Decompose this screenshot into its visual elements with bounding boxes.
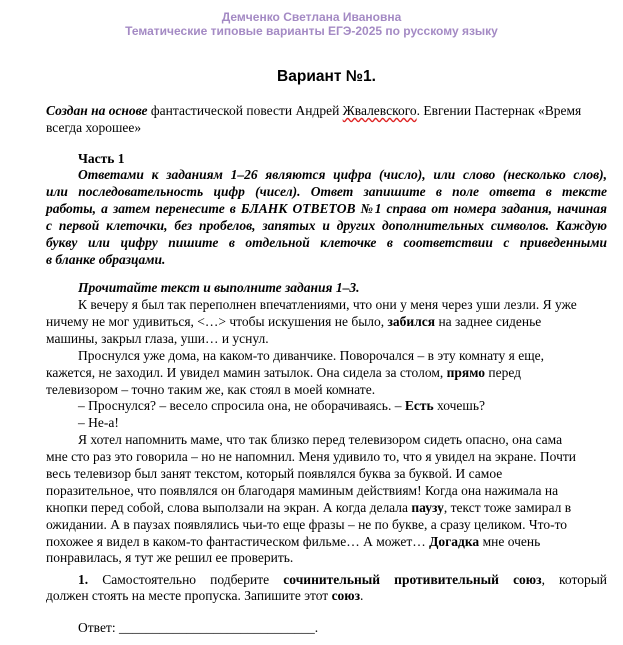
- text-line: телевизором – точно таким же, как стоял в моей комнате.: [46, 382, 376, 397]
- text-line: ожидании. А в паузах появлялись чьи-то еще фразы – не по букве, а сразу целиком. Что-то: [46, 517, 568, 532]
- text-line: поразительное, что появлялся он благодаря маминым действиям! Когда она нажимала на: [46, 483, 559, 498]
- answer-label: Ответ:: [78, 620, 116, 635]
- text-line: ничему не мог удивиться, <…> чтобы искушения не было, забился на заднее сиденье: [46, 314, 542, 329]
- instruction-line: в бланке образцами.: [46, 252, 166, 267]
- text-line: Я хотел напомнить маме, что так близко перед телевизором сидеть опасно, она сама: [78, 432, 563, 447]
- dialogue-line: – Не-а!: [78, 415, 119, 430]
- text-line: понравилась, я тут же решил ее проверить.: [46, 550, 294, 565]
- question-number: 1.: [78, 572, 89, 587]
- question-line: 1. Самостоятельно подберите сочинительный противительный союз, который: [78, 572, 608, 587]
- variant-title: Вариант №1.: [277, 68, 376, 85]
- question-line: должен стоять на месте пропуска. Запишите этот союз.: [46, 588, 364, 603]
- text-line: К вечеру я был так переполнен впечатлениями, что они у меня через уши лезли. Я уже: [78, 297, 577, 312]
- answer-row: Ответ: _____________________________.: [78, 620, 319, 635]
- instruction-line: или последовательность цифр (чисел). Ответ запишите в поле ответа в тексте: [46, 184, 607, 199]
- header-subtitle: Тематические типовые варианты ЕГЭ-2025 по русскому языку: [125, 24, 498, 38]
- instruction-line: работы, а затем перенесите в БЛАНК ОТВЕТОВ №1 справа от номера задания, начиная: [46, 201, 607, 216]
- text-line: похожее я видел в каком-то фантастическом фильме… А может… Догадка мне очень: [46, 534, 541, 549]
- header-author: Демченко Светлана Ивановна: [221, 10, 402, 24]
- text-line: машины, закрыл глаза, уши… и уснул.: [46, 331, 269, 346]
- text-line: Проснулся уже дома, на каком-то диванчике. Поворочался – в эту комнату я еще,: [78, 348, 544, 363]
- part-heading: Часть 1: [78, 151, 125, 166]
- text-line: кажется, не заходил. И увидел мамин затылок. Она сидела за столом, прямо перед: [46, 365, 522, 380]
- instruction-line: с первой клеточки, без пробелов, запятых и других дополнительных символов. Каждую: [46, 218, 607, 233]
- source-line-1: Создан на основе фантастической повести Андрей Жвалевского. Евгении Пастернак «Время: [46, 103, 582, 118]
- dialogue-line: – Проснулся? – весело спросила она, не оборачиваясь. – Есть хочешь?: [78, 398, 485, 413]
- source-prefix: Создан на основе: [46, 103, 148, 118]
- instruction-line: букву или цифру пишите в отдельной клеточке в соответствии с приведенными: [46, 235, 607, 250]
- text-line: мне сто раз это говорила – но не напомнил. Меня удивило то, что я увидел на экране. Почти: [46, 449, 576, 464]
- source-line-2: всегда хорошее»: [46, 120, 142, 135]
- instruction-line: Ответами к заданиям 1–26 являются цифра (число), или слово (несколько слов),: [78, 167, 607, 182]
- flagged-word: Жвалевского: [342, 103, 417, 118]
- reading-task: Прочитайте текст и выполните задания 1–3.: [78, 280, 360, 295]
- answer-field[interactable]: _____________________________: [118, 620, 315, 635]
- text-line: весь телевизор был занят текстом, который появлялся буква за буквой. И самое: [46, 466, 503, 481]
- text-line: кнопки перед собой, слова выползали на экран. А когда делала паузу, текст тоже замирал в: [46, 500, 572, 515]
